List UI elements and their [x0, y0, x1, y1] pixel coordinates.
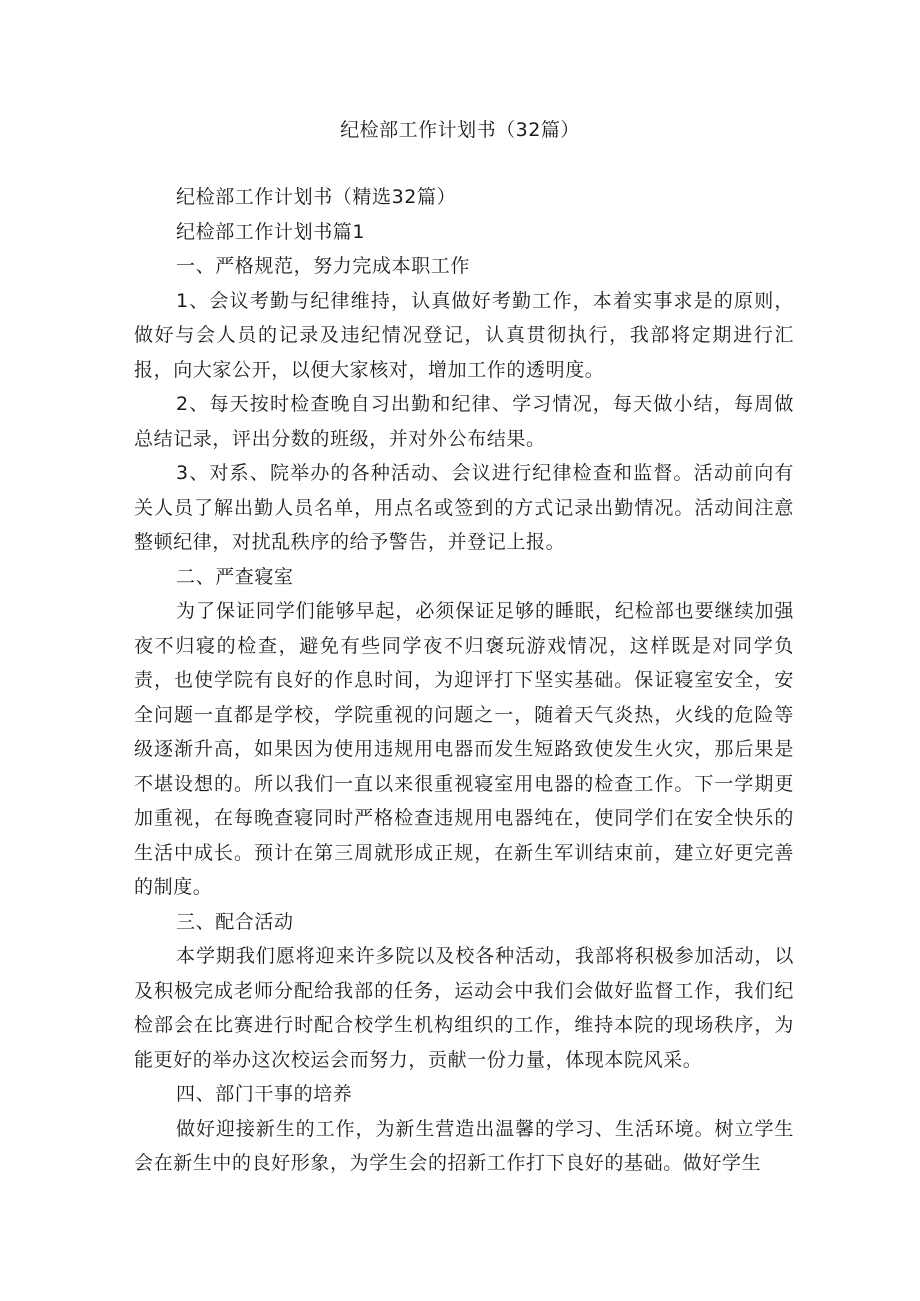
- paragraph: 3、对系、院举办的各种活动、会议进行纪律检查和监督。活动前向有关人员了解出勤人员名单，用点名或签到的方式记录出勤情况。活动间注意整顿纪律，对扰乱秩序的给予警告，并登记上报。: [134, 462, 794, 553]
- paragraph: 做好迎接新生的工作，为新生营造出温馨的学习、生活环境。树立学生会在新生中的良好形象，为学生会的招新工作打下良好的基础。做好学生: [134, 1117, 794, 1174]
- heading-4: 四、部门干事的培养: [176, 1083, 353, 1105]
- heading-1: 一、严格规范，努力完成本职工作: [176, 255, 471, 277]
- paragraph: 本学期我们愿将迎来许多院以及校各种活动，我部将积极参加活动，以及积极完成老师分配给我部的任务，运动会中我们会做好监督工作，我们纪检部会在比赛进行时配合校学生机构组织的工作，维持本院的现场秩序，为能更好的举办这次校运会而努力，贡献一份力量，体现本院风采。: [134, 945, 794, 1071]
- subtitle-line: 纪检部工作计划书（精选32篇）: [176, 186, 457, 208]
- paragraph: 为了保证同学们能够早起，必须保证足够的睡眠，纪检部也要继续加强夜不归寝的检查，避免有些同学夜不归褒玩游戏情况，这样既是对同学负责，也使学院有良好的作息时间，为迎评打下坚实基础。保证寝室安全，安全问题一直都是学校，学院重视的问题之一，随着天气炎热，火线的危险等级逐渐升高，如果因为使用违规用电器而发生短路致使发生火灾，那后果是不堪设想的。所以我们一直以来很重视寝室用电器的检查工作。下一学期更加重视，在每晚查寝同时严格检查违规用电器纯在，使同学们在安全快乐的生活中成长。预计在第三周就形成正规，在新生军训结束前，建立好更完善的制度。: [134, 600, 794, 898]
- heading-2: 二、严查寝室: [176, 565, 294, 588]
- paragraph: 1、会议考勤与纪律维持，认真做好考勤工作，本着实事求是的原则，做好与会人员的记录及违纪情况登记，认真贯彻执行，我部将定期进行汇报，向大家公开，以便大家核对，增加工作的透明度。: [134, 289, 794, 381]
- heading-3: 三、配合活动: [176, 910, 294, 933]
- section-heading-part1: 纪检部工作计划书篇1: [176, 220, 366, 243]
- document-body: [134, 180, 794, 1181]
- document-title: 纪检部工作计划书（32篇）: [340, 119, 580, 141]
- paragraph: 2、每天按时检查晚自习出勤和纪律、学习情况，每天做小结，每周做总结记录，评出分数的班级，并对外公布结果。: [134, 393, 794, 450]
